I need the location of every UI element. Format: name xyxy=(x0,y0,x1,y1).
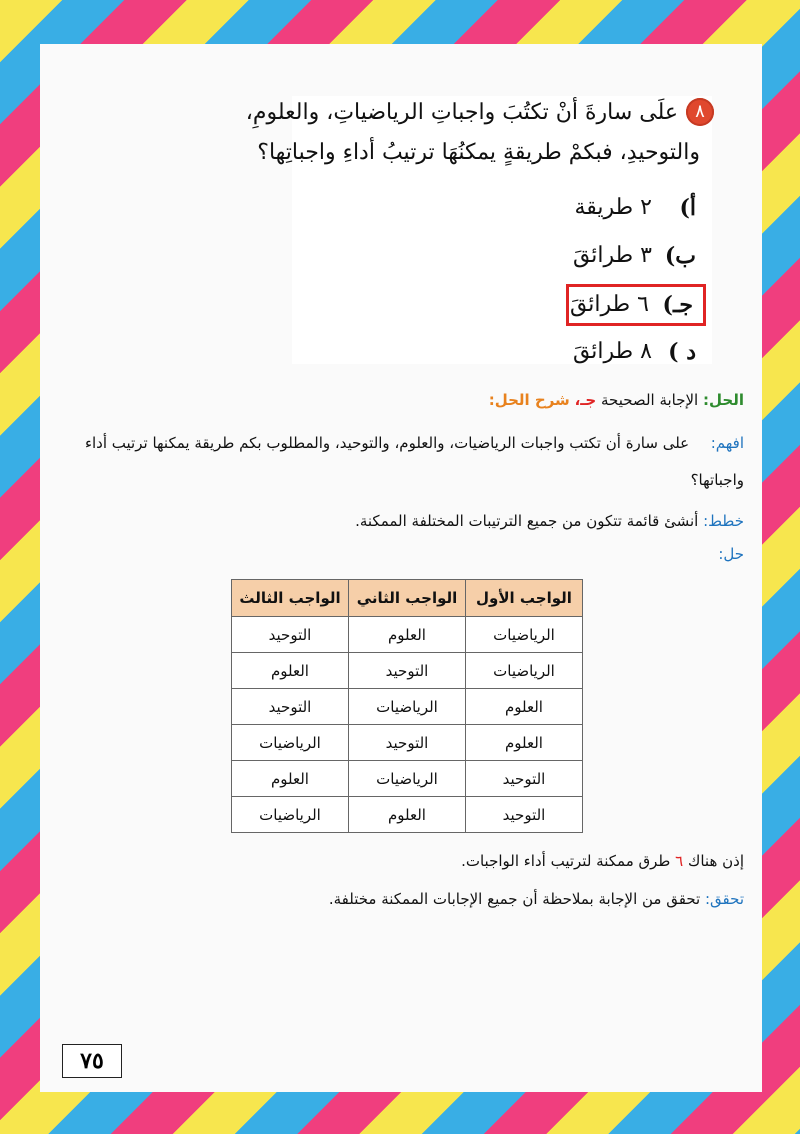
solve-label: حل: xyxy=(718,545,744,563)
table-cell: العلوم xyxy=(349,797,466,833)
table-row xyxy=(232,689,583,725)
table-header-cell: الواجب الثالث xyxy=(232,580,349,617)
solution-line xyxy=(489,391,744,409)
solve-line xyxy=(718,545,744,563)
table-header-cell: الواجب الثاني xyxy=(349,580,466,617)
plan-text: أنشئ قائمة تتكون من جميع الترتيبات المختلفة الممكنة. xyxy=(355,512,699,530)
table-cell: الرياضيات xyxy=(466,617,583,653)
table-row xyxy=(232,761,583,797)
table-cell: التوحيد xyxy=(349,725,466,761)
correct-answer-text: الإجابة الصحيحة xyxy=(601,391,699,409)
table-cell: الرياضيات xyxy=(232,725,349,761)
question-line-2: والتوحيدِ، فبكمْ طريقةٍ يمكنُهَا ترتيبُ أداءِ واجباتِها؟ xyxy=(257,140,700,165)
table-cell: الرياضيات xyxy=(232,797,349,833)
choice-c-label: جـ) xyxy=(662,292,693,318)
plan-label: خطط: xyxy=(703,512,744,530)
table-header-row xyxy=(232,580,583,617)
check-line xyxy=(329,890,744,908)
conclusion-post: طرق ممكنة لترتيب أداء الواجبات. xyxy=(461,852,671,870)
choice-d[interactable] xyxy=(512,334,712,370)
solution-label: الحل: xyxy=(703,391,744,409)
choice-b-value: ٣ طرائقَ xyxy=(572,243,652,268)
check-text: تحقق من الإجابة بملاحظة أن جميع الإجابات الممكنة مختلفة. xyxy=(328,890,701,908)
explain-label: شرح الحل: xyxy=(488,391,570,409)
understand-line-1 xyxy=(85,434,744,452)
page-number: ٧٥ xyxy=(62,1044,122,1078)
conclusion-line xyxy=(461,852,744,870)
question-box xyxy=(245,96,712,365)
understand-text-2: واجباتها؟ xyxy=(690,471,744,489)
table-cell: العلوم xyxy=(349,617,466,653)
table-cell: التوحيد xyxy=(349,653,466,689)
choice-a[interactable] xyxy=(512,190,712,226)
choice-a-label: أ) xyxy=(679,195,696,221)
table-cell: التوحيد xyxy=(232,617,349,653)
plan-line xyxy=(355,512,744,530)
choice-b-label: ب) xyxy=(664,243,696,269)
table-row xyxy=(232,797,583,833)
choice-b[interactable] xyxy=(512,238,712,274)
table-cell: العلوم xyxy=(466,689,583,725)
table-row xyxy=(232,725,583,761)
conclusion-number: ٦ xyxy=(675,852,684,870)
table-cell: التوحيد xyxy=(466,797,583,833)
question-number-badge: ٨ xyxy=(686,98,714,126)
choice-c-selected[interactable] xyxy=(566,284,706,326)
table-row xyxy=(232,653,583,689)
table-cell: العلوم xyxy=(232,761,349,797)
table-cell: الرياضيات xyxy=(349,761,466,797)
table-header-cell: الواجب الأول xyxy=(466,580,583,617)
understand-line-2 xyxy=(691,471,744,489)
table-cell: العلوم xyxy=(232,653,349,689)
choice-d-label: د ) xyxy=(668,339,696,365)
correct-answer-choice: جـ، xyxy=(574,391,597,409)
table-cell: التوحيد xyxy=(466,761,583,797)
question-line-1: علَى سارةَ أنْ تكتُبَ واجباتِ الرياضياتِ، والعلومِ، xyxy=(245,100,678,125)
table-row xyxy=(232,617,583,653)
conclusion-pre: إذن هناك xyxy=(687,852,744,870)
table-cell: الرياضيات xyxy=(349,689,466,725)
understand-label: افهم: xyxy=(710,434,744,452)
table-cell: التوحيد xyxy=(232,689,349,725)
choice-a-value: ٢ طريقة xyxy=(574,195,652,220)
check-label: تحقق: xyxy=(704,890,744,908)
table-cell: العلوم xyxy=(466,725,583,761)
choice-c-value: ٦ طرائقَ xyxy=(569,292,649,317)
table-cell: الرياضيات xyxy=(466,653,583,689)
arrangements-table xyxy=(231,579,583,833)
understand-text-1: على سارة أن تكتب واجبات الرياضيات، والعلوم، والتوحيد، والمطلوب بكم طريقة يمكنها ترتيب أداء xyxy=(84,434,690,452)
choice-d-value: ٨ طرائقَ xyxy=(572,339,652,364)
